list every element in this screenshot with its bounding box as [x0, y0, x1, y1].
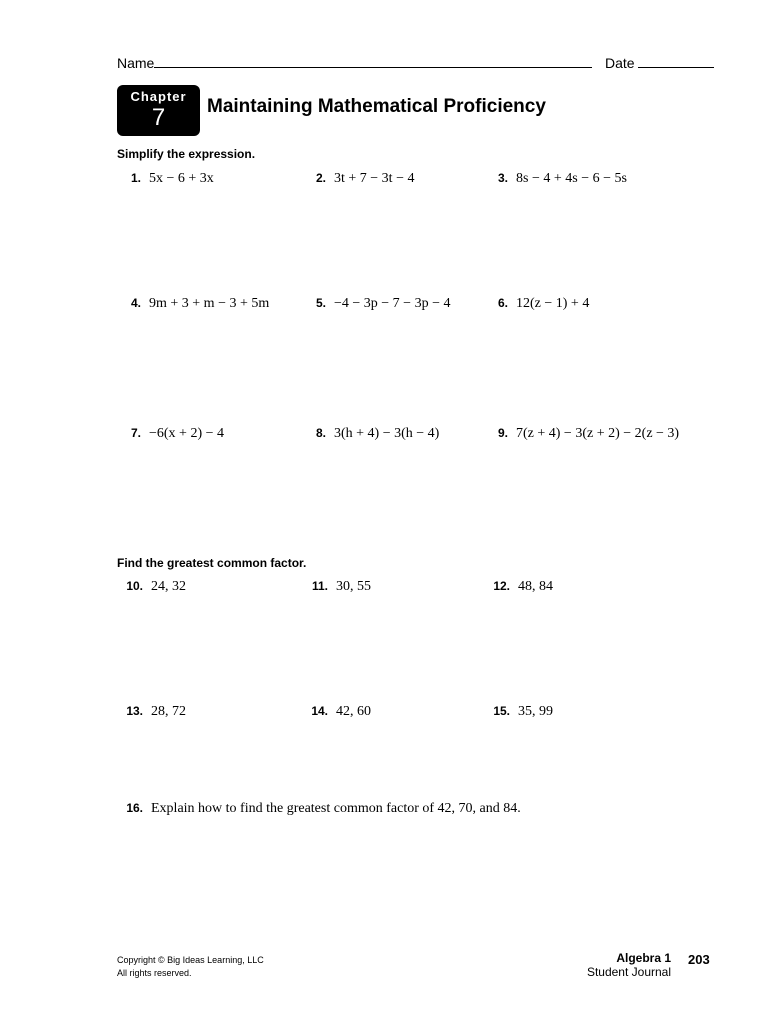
problem-8: [302, 426, 439, 442]
problem-expression: 48, 84: [518, 579, 553, 594]
problem-expression: 3(h + 4) − 3(h − 4): [334, 426, 440, 441]
name-field[interactable]: [117, 53, 592, 71]
problem-expression: −6(x + 2) − 4: [149, 426, 225, 441]
chapter-badge: [117, 85, 200, 136]
problem-expression: 30, 55: [336, 579, 371, 594]
journal-title: Student Journal: [586, 965, 671, 979]
problem-number: 13.: [126, 704, 143, 718]
section2-instruction: Find the greatest common factor.: [117, 556, 307, 570]
problem-expression: 24, 32: [151, 579, 186, 594]
problem-14: [302, 704, 371, 720]
problem-9: [484, 426, 679, 442]
problem-1: [117, 171, 214, 187]
problem-11: [302, 579, 371, 595]
page-title: Maintaining Mathematical Proficiency: [207, 96, 546, 117]
footer-copyright: [117, 954, 264, 980]
problem-number: 10.: [126, 579, 143, 593]
problem-6: [484, 296, 589, 312]
problem-expression: Explain how to find the greatest common factor of 42, 70, and 84.: [151, 801, 521, 816]
problem-expression: 7(z + 4) − 3(z + 2) − 2(z − 3): [516, 426, 680, 441]
problem-number: 12.: [493, 579, 510, 593]
name-label: Name: [117, 55, 155, 71]
section1-instruction: Simplify the expression.: [117, 147, 256, 161]
problem-number: 4.: [130, 296, 141, 310]
problem-4: [117, 296, 269, 312]
problem-5: [302, 296, 450, 312]
problem-number: 3.: [497, 171, 508, 185]
problem-16: [117, 801, 521, 817]
problem-7: [117, 426, 224, 442]
date-line[interactable]: [638, 53, 714, 68]
rights-text: All rights reserved.: [117, 968, 192, 978]
problem-3: [484, 171, 627, 187]
problem-number: 11.: [311, 579, 328, 593]
problem-expression: 12(z − 1) + 4: [516, 296, 590, 311]
date-label: Date: [605, 55, 635, 71]
chapter-number: 7: [151, 104, 166, 131]
problem-13: [117, 704, 186, 720]
problem-number: 5.: [315, 296, 326, 310]
book-title: Algebra 1: [616, 951, 671, 965]
copyright-text: Copyright © Big Ideas Learning, LLC: [117, 955, 264, 965]
problem-expression: 35, 99: [518, 704, 553, 719]
problem-number: 8.: [315, 426, 326, 440]
problem-2: [302, 171, 414, 187]
problem-number: 6.: [497, 296, 508, 310]
problem-15: [484, 704, 553, 720]
footer-book: [587, 951, 671, 979]
date-field[interactable]: [605, 53, 714, 71]
problem-12: [484, 579, 553, 595]
problem-number: 15.: [493, 704, 510, 718]
problem-expression: 5x − 6 + 3x: [149, 171, 214, 186]
problem-expression: 3t + 7 − 3t − 4: [334, 171, 415, 186]
problem-expression: 28, 72: [151, 704, 186, 719]
problem-expression: −4 − 3p − 7 − 3p − 4: [334, 296, 451, 311]
chapter-word: Chapter: [130, 89, 187, 104]
name-line[interactable]: [154, 53, 592, 68]
problem-number: 14.: [311, 704, 328, 718]
page-number: 203: [688, 952, 710, 967]
problem-expression: 9m + 3 + m − 3 + 5m: [149, 296, 270, 311]
problem-expression: 8s − 4 + 4s − 6 − 5s: [516, 171, 627, 186]
problem-number: 1.: [130, 171, 141, 185]
problem-number: 16.: [126, 801, 143, 815]
problem-10: [117, 579, 186, 595]
problem-number: 2.: [315, 171, 326, 185]
problem-expression: 42, 60: [336, 704, 371, 719]
problem-number: 9.: [497, 426, 508, 440]
problem-number: 7.: [130, 426, 141, 440]
